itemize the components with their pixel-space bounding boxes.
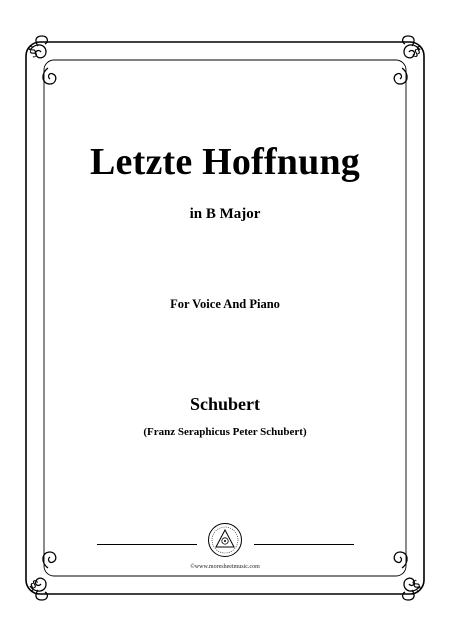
composer-name: Schubert bbox=[189, 394, 260, 414]
svg-text:§: § bbox=[25, 577, 41, 595]
footer-rule-right bbox=[254, 544, 354, 545]
publisher-seal-icon bbox=[207, 522, 243, 558]
key-signature-label: in B Major bbox=[189, 206, 261, 222]
svg-text:§: § bbox=[409, 43, 425, 61]
composer-full-name: (Franz Seraphicus Peter Schubert) bbox=[143, 426, 307, 438]
page-title: Letzte Hoffnung bbox=[89, 141, 361, 183]
instrumentation-label: For Voice And Piano bbox=[170, 297, 280, 311]
corner-s-flourish-icon bbox=[26, 43, 424, 594]
footer-rule-left bbox=[97, 544, 197, 545]
publisher-website[interactable]: ©www.moresheetmusic.com bbox=[190, 564, 260, 570]
svg-text:§: § bbox=[409, 577, 425, 595]
svg-text:§: § bbox=[25, 43, 41, 61]
